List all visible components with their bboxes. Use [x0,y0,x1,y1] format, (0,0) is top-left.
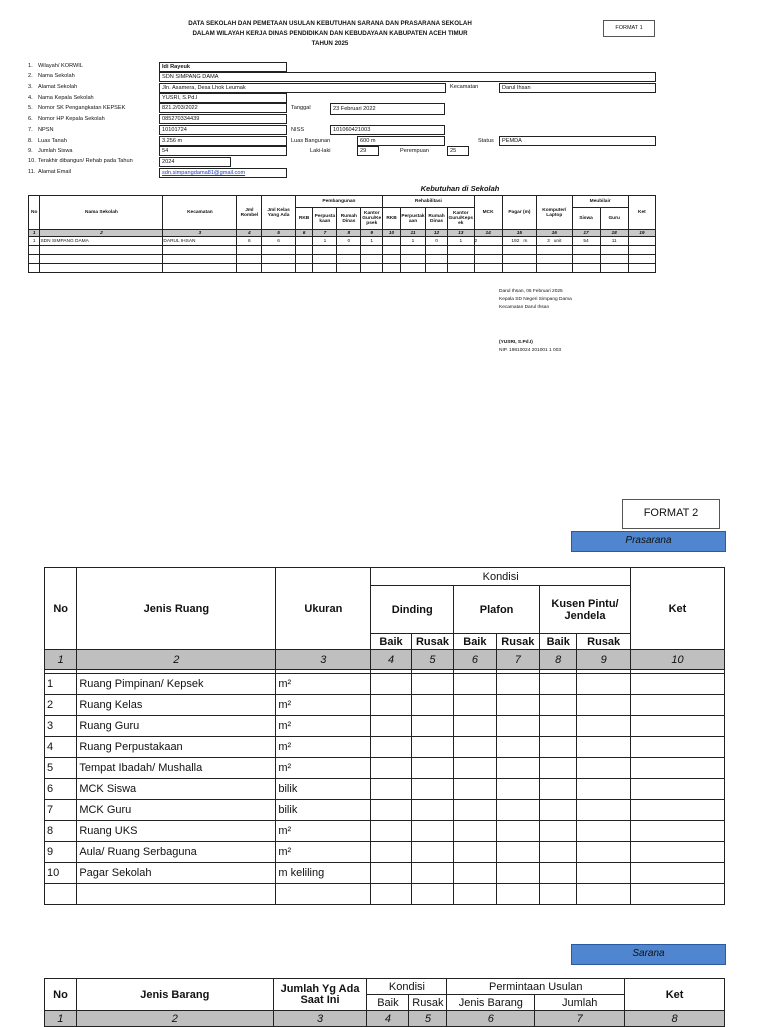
cell-rombel: 6 [237,237,262,246]
laki-laki-field[interactable]: 29 [357,146,379,156]
rusak-header: Rusak [496,634,539,650]
table-row: 8 Ruang UKS m² [45,821,725,842]
column-number-row [29,230,656,237]
niss-label: NISS [291,127,305,133]
signature-position: Kepala SD Negeri Simpang Dama [499,297,572,302]
cell-kecamatan: DARUL IHSAN [163,237,237,246]
jenis-barang-sub-header: Jenis Barang [447,995,535,1011]
col-num: 10 [630,650,724,670]
info-label: 7. NPSN [28,127,54,133]
hp-field[interactable]: 085270334439 [159,114,287,124]
col-ukuran-header: Ukuran [276,568,371,650]
col-num: 14 [474,230,502,237]
prasarana-bar: Prasarana [571,531,726,552]
sarana-table [44,978,725,1027]
cell-ket [628,237,655,246]
col-kelas-header: Jml Kelas Yang Ada [262,196,295,230]
kepala-sekolah-field[interactable]: YUSRI, S.Pd.I [159,93,287,103]
nama-sekolah-field[interactable]: SDN SIMPANG DAMA [159,72,656,82]
cell-nama-sekolah: SDN SIMPANG DAMA [40,237,163,246]
col-komputer-header: Komputer/ Laptop [537,196,572,230]
info-label: 8. Luas Tanah [28,138,67,144]
baik-header: Baik [540,634,577,650]
col-kondisi-header: Kondisi [371,568,631,586]
tanggal-field[interactable]: 23 Februari 2022 [330,103,445,115]
table-row [29,264,656,273]
table-row: 1 Ruang Pimpinan/ Kepsek m² [45,674,725,695]
status-label: Status [478,138,494,144]
col-num: 3 [273,1011,367,1027]
npsn-field[interactable]: 10101724 [159,125,287,135]
col-nama-sekolah-header: Nama Sekolah [40,196,163,230]
cell-guru: 11 [600,237,628,246]
col-num: 4 [367,1011,409,1027]
col-num: 9 [577,650,631,670]
col-dinding-header: Dinding [371,586,454,634]
cell-perpustakaan-rehab: 1 [400,237,425,246]
col-num: 8 [337,230,361,237]
info-label: 4. Nama Kepala Sekolah [28,95,94,101]
luas-bangunan-field[interactable]: 600 m [357,136,445,146]
niss-field[interactable]: 101060421003 [330,125,445,135]
sub-header: Rumah Dinas [337,208,361,230]
col-rehabilitasi-header: Rehabilitasi [383,196,474,208]
table-row [29,237,656,246]
col-num: 1 [45,1011,77,1027]
kecamatan-label: Kecamatan [450,84,479,90]
email-link[interactable]: sdn.simpangdama81@gmail.com [162,170,246,176]
cell-kelas: 6 [262,237,295,246]
col-num: 9 [361,230,383,237]
col-jenis-barang-header: Jenis Barang [76,979,273,1011]
email-field[interactable] [159,168,287,178]
rusak-header: Rusak [409,995,447,1011]
col-num: 13 [448,230,475,237]
col-num: 4 [371,650,411,670]
col-kondisi-header: Kondisi [367,979,447,995]
cell-mck: 2 [474,237,502,246]
luas-bangunan-label: Luas Bangunan [291,138,331,144]
col-num: 7 [313,230,337,237]
col-no-header: No [45,979,77,1011]
col-no-header: No [45,568,77,650]
sub-header: Perpusta kaan [313,208,337,230]
cell-siswa: 54 [572,237,600,246]
cell-rumah-dinas: 0 [337,237,361,246]
col-num: 18 [600,230,628,237]
prasarana-table [44,567,725,905]
col-num: 7 [535,1011,625,1027]
cell-no: 1 [29,237,40,246]
table-row: 7 MCK Guru bilik [45,800,725,821]
col-num: 1 [45,650,77,670]
format-1-label: FORMAT 1 [603,20,655,37]
col-jumlah-header: Jumlah Yg Ada Saat Ini [273,979,367,1011]
col-pagar-header: Pagar (m) [502,196,536,230]
cell-komputer: 3 unit [537,237,572,246]
table-row: 4 Ruang Perpustakaan m² [45,737,725,758]
info-label: 3. Alamat Sekolah [28,84,78,90]
signature-district: Kecamatan Darul Ihsan [499,305,550,310]
col-num: 2 [40,230,163,237]
col-permintaan-header: Permintaan Usulan [447,979,625,995]
status-field[interactable]: PEMDA [499,136,656,146]
column-number-row [45,1011,725,1027]
col-rombel-header: Jml Rombel [237,196,262,230]
cell-rumah-dinas-rehab: 0 [426,237,448,246]
table-row: 6 MCK Siswa bilik [45,779,725,800]
cell-rkb-rehab [383,237,401,246]
table-row [45,884,725,905]
tanggal-label: Tanggal [291,105,311,111]
table-row [29,255,656,264]
col-num: 15 [502,230,536,237]
info-label: 10. Terakhir dibangun/ Rehab pada Tahun [28,158,133,164]
rusak-header: Rusak [577,634,631,650]
cell-kantor: 1 [361,237,383,246]
signature-name: (YUSRI, S.Pd.I) [499,340,533,345]
sub-header: Siswa [572,208,600,230]
kebutuhan-title: Kebutuhan di Sekolah [420,184,500,193]
col-num: 3 [276,650,371,670]
laki-laki-label: Laki-laki [310,148,331,154]
perempuan-label: Perempuan [400,148,429,154]
kecamatan-field[interactable]: Darul Ihsan [499,83,656,93]
sub-header: RKB [383,208,401,230]
sub-header: Rumah Dinas [426,208,448,230]
sub-header: Guru [600,208,628,230]
title-line: TAHUN 2025 [311,40,349,47]
cell-rkb [295,237,313,246]
col-num: 3 [163,230,237,237]
baik-header: Baik [454,634,496,650]
col-num: 5 [262,230,295,237]
baik-header: Baik [371,634,411,650]
col-pembangunan-header: Pembangunan [295,196,382,208]
col-ket-header: Ket [625,979,725,1011]
perempuan-field[interactable]: 25 [447,146,469,156]
col-kusen-header: Kusen Pintu/ Jendela [540,586,631,634]
format-2-label: FORMAT 2 [622,499,720,529]
baik-header: Baik [367,995,409,1011]
title-line: DATA SEKOLAH DAN PEMETAAN USULAN KEBUTUHAN SARANA DAN PRASARANA SEKOLAH [188,20,472,27]
col-num: 2 [76,1011,273,1027]
col-num: 2 [77,650,276,670]
table-row [29,246,656,255]
info-label: 9. Jumlah Siswa [28,148,73,154]
col-num: 7 [496,650,539,670]
signature-nip: NIP. 19810024 201001 1 003 [499,348,562,353]
info-label: 1. Wilayah/ KORWIL [28,63,83,69]
table-row: 2 Ruang Kelas m² [45,695,725,716]
col-num: 17 [572,230,600,237]
col-num: 6 [295,230,313,237]
cell-pagar: 192 m [502,237,536,246]
table-row: 9 Aula/ Ruang Serbaguna m² [45,842,725,863]
alamat-field[interactable]: Jln. Asamera, Desa Lhok Leumak [159,83,446,93]
sub-header: Perpustak aan [400,208,425,230]
col-no-header: No [29,196,40,230]
wilayah-field[interactable]: Idi Rayeuk [159,62,287,72]
col-num: 5 [411,650,453,670]
col-num: 1 [29,230,40,237]
sub-header: RKB [295,208,313,230]
jumlah-siswa-field[interactable]: 54 [159,146,287,156]
col-kecamatan-header: Kecamatan [163,196,237,230]
col-ket-header: Ket [630,568,724,650]
col-num: 6 [447,1011,535,1027]
table-row: 10 Pagar Sekolah m keliling [45,863,725,884]
col-num: 5 [409,1011,447,1027]
col-num: 6 [454,650,496,670]
table-row: 5 Tempat Ibadah/ Mushalla m² [45,758,725,779]
info-label: 6. Nomor HP Kepala Sekolah [28,116,105,122]
col-plafon-header: Plafon [454,586,540,634]
info-label: 2. Nama Sekolah [28,73,75,79]
signature-place-date: Darul Ihsan, 05 Februari 2025 [499,289,563,294]
sub-header: Kantor Guru/Keps ek [448,208,475,230]
col-jenis-ruang-header: Jenis Ruang [77,568,276,650]
table-row: 3 Ruang Guru m² [45,716,725,737]
col-num: 8 [540,650,577,670]
cell-kantor-rehab: 1 [448,237,475,246]
luas-tanah-field[interactable]: 3.256 m [159,136,287,146]
col-num: 4 [237,230,262,237]
col-ket-header: Ket [628,196,655,230]
col-num: 10 [383,230,401,237]
tahun-rehab-field[interactable]: 2024 [159,157,231,167]
rusak-header: Rusak [411,634,453,650]
kebutuhan-table [28,195,656,273]
sub-header: Kantor Guru/Ke psek [361,208,383,230]
title-line: DALAM WILAYAH KERJA DINAS PENDIDIKAN DAN KEBUDAYAAN KABUPATEN ACEH TIMUR [192,30,468,37]
col-num: 12 [426,230,448,237]
col-meubilair-header: Meubilair [572,196,628,208]
col-num: 16 [537,230,572,237]
column-number-row [45,650,725,670]
sarana-bar: Sarana [571,944,726,965]
col-mck-header: MCK [474,196,502,230]
jumlah-sub-header: Jumlah [535,995,625,1011]
info-label: 11. Alamat Email [28,169,71,175]
document-title [150,19,510,49]
info-label: 5. Nomor SK Pengangkatan KEPSEK [28,105,126,111]
sk-field[interactable]: 821.2/03/2022 [159,103,287,113]
col-num: 11 [400,230,425,237]
col-num: 19 [628,230,655,237]
cell-perpustakaan: 1 [313,237,337,246]
col-num: 8 [625,1011,725,1027]
